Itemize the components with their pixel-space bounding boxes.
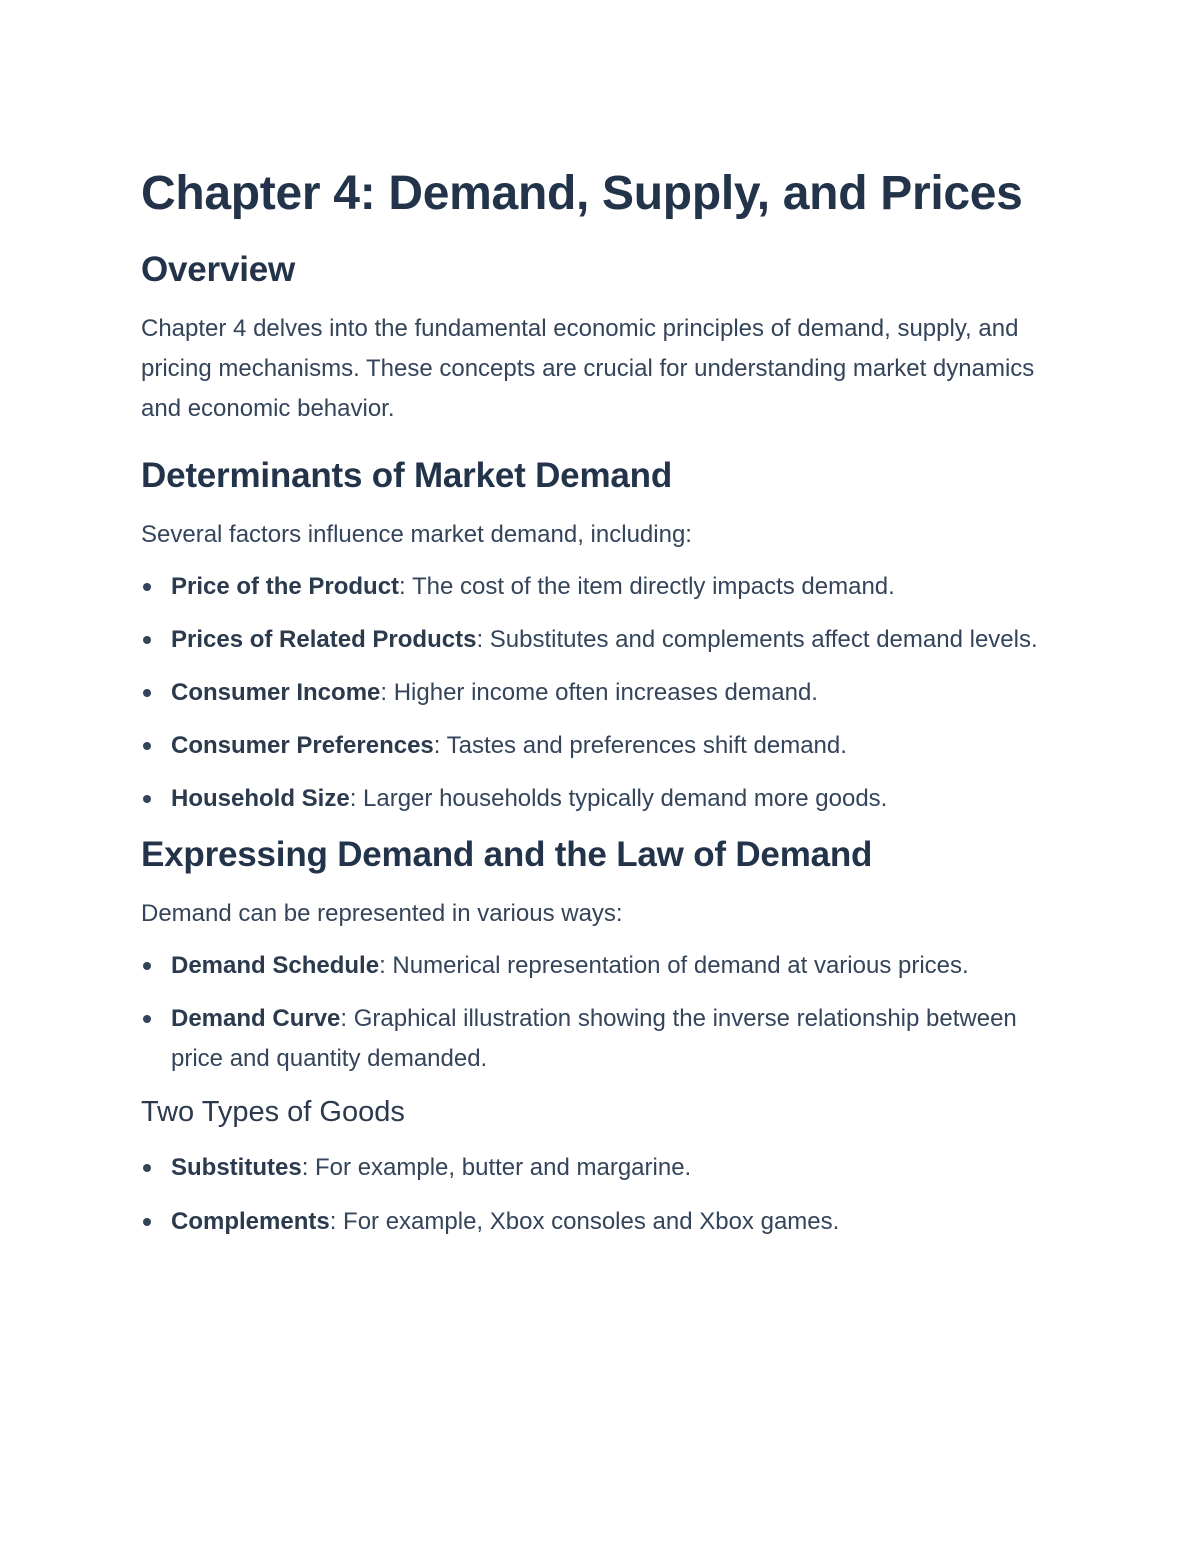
- list-item-desc: : Graphical illustration showing the inverse relationship between price and quantity demanded.: [171, 1005, 1017, 1072]
- determinants-list: [141, 567, 1041, 819]
- list-item-term: Prices of Related Products: [171, 626, 477, 653]
- list-item-term: Demand Curve: [171, 1005, 341, 1032]
- list-item-term: Consumer Preferences: [171, 732, 434, 759]
- bullet-icon: [143, 583, 151, 591]
- list-item: [141, 1148, 1041, 1188]
- list-item: [141, 620, 1041, 660]
- list-item: [141, 779, 1041, 819]
- list-item-desc: : Numerical representation of demand at various prices.: [379, 952, 969, 979]
- bullet-icon: [143, 1015, 151, 1023]
- overview-paragraph: Chapter 4 delves into the fundamental economic principles of demand, supply, and pricing mechanisms. These concepts are crucial for understanding market dynamics and economic behavior.: [141, 315, 1035, 422]
- list-item-desc: : Tastes and preferences shift demand.: [433, 732, 847, 759]
- document-page: [141, 163, 1041, 1256]
- list-item-term: Demand Schedule: [171, 952, 380, 979]
- page-title: Chapter 4: Demand, Supply, and Prices: [141, 167, 1023, 220]
- bullet-icon: [143, 962, 151, 970]
- determinants-heading: Determinants of Market Demand: [141, 456, 672, 495]
- list-item-desc: : Substitutes and complements affect demand levels.: [476, 626, 1038, 653]
- list-item-term: Complements: [171, 1208, 330, 1235]
- bullet-icon: [143, 1164, 151, 1172]
- bullet-icon: [143, 1218, 151, 1226]
- expressing-list: [141, 946, 1041, 1079]
- expressing-heading: Expressing Demand and the Law of Demand: [141, 835, 873, 874]
- bullet-icon: [143, 636, 151, 644]
- list-item-term: Price of the Product: [171, 573, 400, 600]
- goods-list: [141, 1148, 1041, 1242]
- list-item-desc: : Larger households typically demand more goods.: [349, 785, 888, 812]
- bullet-icon: [143, 689, 151, 697]
- list-item: [141, 999, 1041, 1079]
- list-item-desc: : For example, butter and margarine.: [301, 1154, 692, 1181]
- determinants-intro: Several factors influence market demand, including:: [141, 521, 692, 548]
- list-item-desc: : For example, Xbox consoles and Xbox games.: [329, 1208, 840, 1235]
- list-item: [141, 567, 1041, 607]
- list-item: [141, 726, 1041, 766]
- list-item: [141, 673, 1041, 713]
- list-item-term: Household Size: [171, 785, 350, 812]
- overview-heading: Overview: [141, 250, 296, 289]
- list-item-desc: : Higher income often increases demand.: [380, 679, 818, 706]
- goods-heading: Two Types of Goods: [141, 1096, 405, 1128]
- expressing-intro: Demand can be represented in various ways:: [141, 900, 623, 927]
- list-item-term: Consumer Income: [171, 679, 381, 706]
- bullet-icon: [143, 742, 151, 750]
- list-item-term: Substitutes: [171, 1154, 302, 1181]
- list-item: [141, 946, 1041, 986]
- list-item-desc: : The cost of the item directly impacts demand.: [399, 573, 895, 600]
- list-item: [141, 1202, 1041, 1242]
- bullet-icon: [143, 795, 151, 803]
